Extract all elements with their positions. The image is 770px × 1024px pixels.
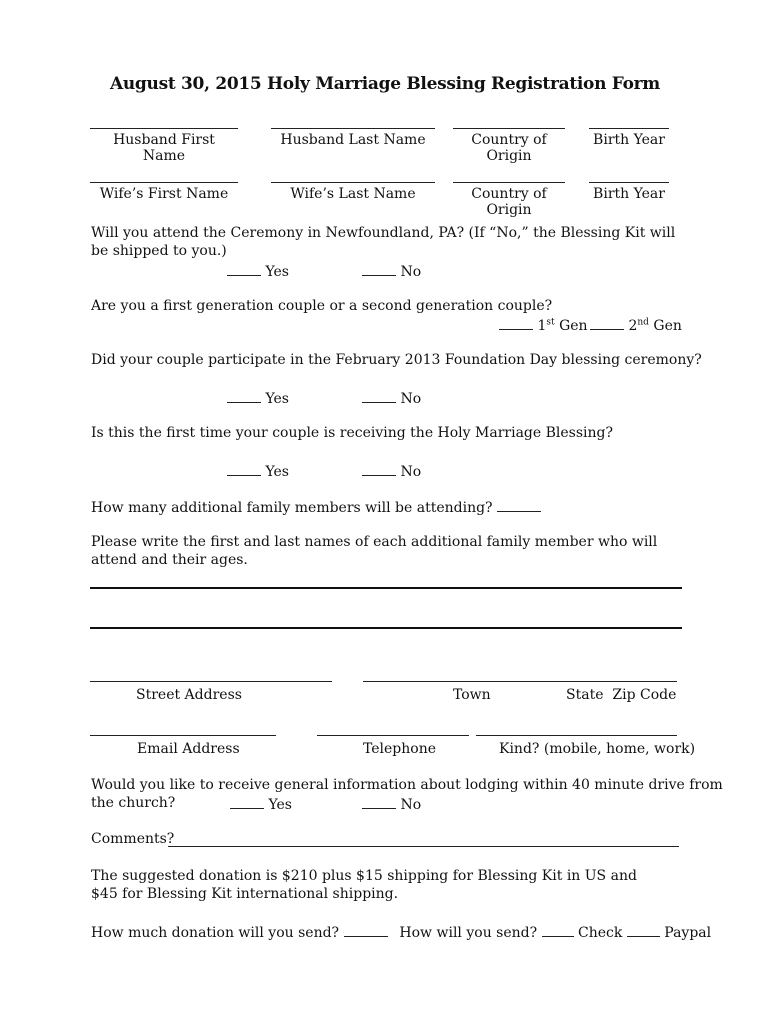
wife-country-label: Country of Origin <box>471 186 547 218</box>
wife-first-name-field[interactable] <box>90 182 238 202</box>
husband-birth-year-field[interactable] <box>589 128 669 148</box>
husband-first-name-label: Husband First Name <box>113 132 215 164</box>
firsttime-no-label: No <box>400 464 422 480</box>
foundation-no-blank[interactable] <box>362 388 396 403</box>
husband-last-name-field[interactable] <box>271 128 435 148</box>
donation-paypal-label: Paypal <box>664 925 712 941</box>
firsttime-no-option[interactable] <box>362 461 421 481</box>
generation-first-num: 1 <box>537 318 547 334</box>
donation-note: The suggested donation is $210 plus $15 shipping for Blessing Kit in US and $45 for Blessing Kit international shipping. <box>91 868 637 902</box>
donation-amount-blank[interactable] <box>344 922 388 937</box>
question-family-count: How many additional family members will be attending? <box>91 500 493 516</box>
donation-method-label: How will you send? <box>399 925 538 941</box>
lodging-yes-option[interactable] <box>230 794 292 814</box>
donation-check-blank[interactable] <box>542 922 574 937</box>
street-address-label: Street Address <box>136 687 242 703</box>
firsttime-no-blank[interactable] <box>362 461 396 476</box>
question-family-names: Please write the first and last names of each additional family member who will attend and their ages. <box>91 534 658 568</box>
ceremony-no-label: No <box>400 264 422 280</box>
comments-label: Comments? <box>91 831 175 847</box>
lodging-no-label: No <box>400 797 422 813</box>
email-address-label: Email Address <box>137 741 240 757</box>
state-zip-label: State Zip Code <box>566 687 677 703</box>
wife-country-field[interactable] <box>453 182 565 218</box>
generation-first-sup: st <box>546 317 555 328</box>
telephone-field[interactable] <box>317 735 469 736</box>
telephone-label: Telephone <box>363 741 437 757</box>
generation-second-blank[interactable] <box>590 315 624 330</box>
question-first-time: Is this the first time your couple is receiving the Holy Marriage Blessing? <box>91 425 613 441</box>
comments-field[interactable] <box>168 846 679 847</box>
wife-first-name-label: Wife’s First Name <box>99 186 229 202</box>
donation-paypal-blank[interactable] <box>627 922 660 937</box>
wife-birth-year-label: Birth Year <box>593 186 665 202</box>
donation-row <box>91 922 711 942</box>
firsttime-yes-blank[interactable] <box>227 461 261 476</box>
firsttime-yes-option[interactable] <box>227 461 289 481</box>
wife-birth-year-field[interactable] <box>589 182 669 202</box>
question-lodging-line-2: the church? <box>91 795 176 811</box>
husband-first-name-field[interactable] <box>90 128 238 164</box>
form-title: August 30, 2015 Holy Marriage Blessing Registration Form <box>109 74 660 94</box>
husband-birth-year-label: Birth Year <box>593 132 665 148</box>
question-lodging-line-1: Would you like to receive general information about lodging within 40 minute drive from <box>91 777 723 793</box>
lodging-yes-label: Yes <box>268 797 292 813</box>
husband-last-name-label: Husband Last Name <box>280 132 426 148</box>
question-ceremony: Will you attend the Ceremony in Newfoundland, PA? (If “No,” the Blessing Kit will be shipped to you.) <box>91 225 676 259</box>
generation-first-option[interactable] <box>499 315 588 335</box>
question-generation: Are you a first generation couple or a second generation couple? <box>91 298 553 314</box>
donation-amount-label: How much donation will you send? <box>91 925 340 941</box>
firsttime-yes-label: Yes <box>265 464 289 480</box>
phone-kind-label: Kind? (mobile, home, work) <box>499 741 696 757</box>
generation-first-blank[interactable] <box>499 315 533 330</box>
lodging-no-blank[interactable] <box>362 794 396 809</box>
generation-second-num: 2 <box>628 318 638 334</box>
lodging-yes-blank[interactable] <box>230 794 264 809</box>
town-state-zip-field[interactable] <box>363 681 677 682</box>
ceremony-yes-label: Yes <box>265 264 289 280</box>
town-label: Town <box>453 687 491 703</box>
ceremony-no-option[interactable] <box>362 261 421 281</box>
donation-check-label: Check <box>578 925 623 941</box>
generation-second-option[interactable] <box>590 315 682 335</box>
wife-last-name-label: Wife’s Last Name <box>290 186 416 202</box>
ceremony-yes-option[interactable] <box>227 261 289 281</box>
foundation-yes-blank[interactable] <box>227 388 261 403</box>
family-names-line-2[interactable] <box>90 627 682 629</box>
family-count-blank[interactable] <box>497 497 541 512</box>
foundation-yes-option[interactable] <box>227 388 289 408</box>
ceremony-no-blank[interactable] <box>362 261 396 276</box>
husband-country-label: Country of Origin <box>471 132 547 164</box>
ceremony-yes-blank[interactable] <box>227 261 261 276</box>
lodging-no-option[interactable] <box>362 794 421 814</box>
foundation-yes-label: Yes <box>265 391 289 407</box>
generation-second-sup: nd <box>637 317 649 328</box>
wife-last-name-field[interactable] <box>271 182 435 202</box>
husband-country-field[interactable] <box>453 128 565 164</box>
email-address-field[interactable] <box>90 735 276 736</box>
foundation-no-label: No <box>400 391 422 407</box>
phone-kind-field[interactable] <box>476 735 677 736</box>
generation-first-label: Gen <box>559 318 588 334</box>
generation-second-label: Gen <box>653 318 682 334</box>
street-address-field[interactable] <box>90 681 332 682</box>
family-count-row <box>91 497 541 517</box>
foundation-no-option[interactable] <box>362 388 421 408</box>
question-foundation-day: Did your couple participate in the February 2013 Foundation Day blessing ceremony? <box>91 352 702 368</box>
family-names-line-1[interactable] <box>90 587 682 589</box>
